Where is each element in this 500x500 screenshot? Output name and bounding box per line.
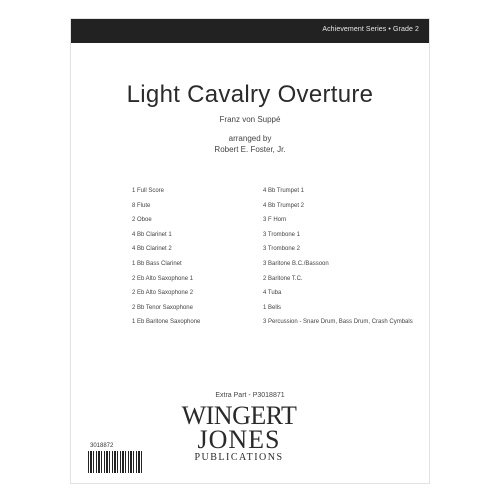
composer-name: Franz von Suppé — [219, 115, 281, 124]
part-item: 4 Tuba — [263, 290, 282, 297]
extra-part-code: Extra Part - P3018871 — [215, 392, 285, 399]
part-item: 1 Eb Baritone Saxophone — [132, 319, 201, 326]
part-item: 3 Baritone B.C./Bassoon — [263, 260, 329, 267]
product-code: 3018872 — [90, 443, 114, 449]
part-item: 4 Bb Clarinet 1 — [132, 231, 172, 238]
part-item: 1 Bells — [263, 304, 282, 311]
series-grade-label: Achievement Series • Grade 2 — [322, 26, 419, 33]
piece-title: Light Cavalry Overture — [126, 81, 374, 108]
arranged-by-label: arranged by — [228, 134, 272, 143]
part-item: 3 Trombone 1 — [263, 231, 301, 238]
part-item: 3 Trombone 2 — [263, 246, 301, 253]
part-item: 4 Bb Trumpet 2 — [263, 202, 305, 209]
publisher-logo-line3: PUBLICATIONS — [194, 452, 284, 463]
arranger-name: Robert E. Foster, Jr. — [214, 145, 286, 154]
part-item: 2 Baritone T.C. — [263, 275, 303, 282]
arranger-block — [71, 133, 429, 155]
instrumentation-list-left — [132, 187, 200, 333]
part-item: 2 Eb Alto Saxophone 1 — [132, 275, 194, 282]
sheet-music-cover — [70, 18, 430, 484]
part-item: 1 Bb Bass Clarinet — [132, 260, 182, 267]
barcode-image — [88, 451, 144, 473]
part-item: 2 Oboe — [132, 217, 152, 224]
part-item: 2 Bb Tenor Saxophone — [132, 304, 193, 311]
part-item: 8 Flute — [132, 202, 151, 209]
part-item: 4 Bb Trumpet 1 — [263, 188, 305, 194]
part-item: 4 Bb Clarinet 2 — [132, 246, 172, 253]
publisher-logo-line2: JONES — [197, 425, 281, 454]
publisher-logo — [174, 401, 304, 464]
instrumentation-list-right — [263, 187, 413, 333]
top-banner — [71, 19, 429, 43]
part-item: 3 Percussion - Snare Drum, Bass Drum, Crash Cymbals — [263, 319, 413, 326]
part-item: 2 Eb Alto Saxophone 2 — [132, 290, 194, 297]
publisher-logo-line1: WINGERT — [181, 401, 297, 430]
part-item: 3 F Horn — [263, 217, 287, 224]
part-item: 1 Full Score — [132, 188, 165, 194]
